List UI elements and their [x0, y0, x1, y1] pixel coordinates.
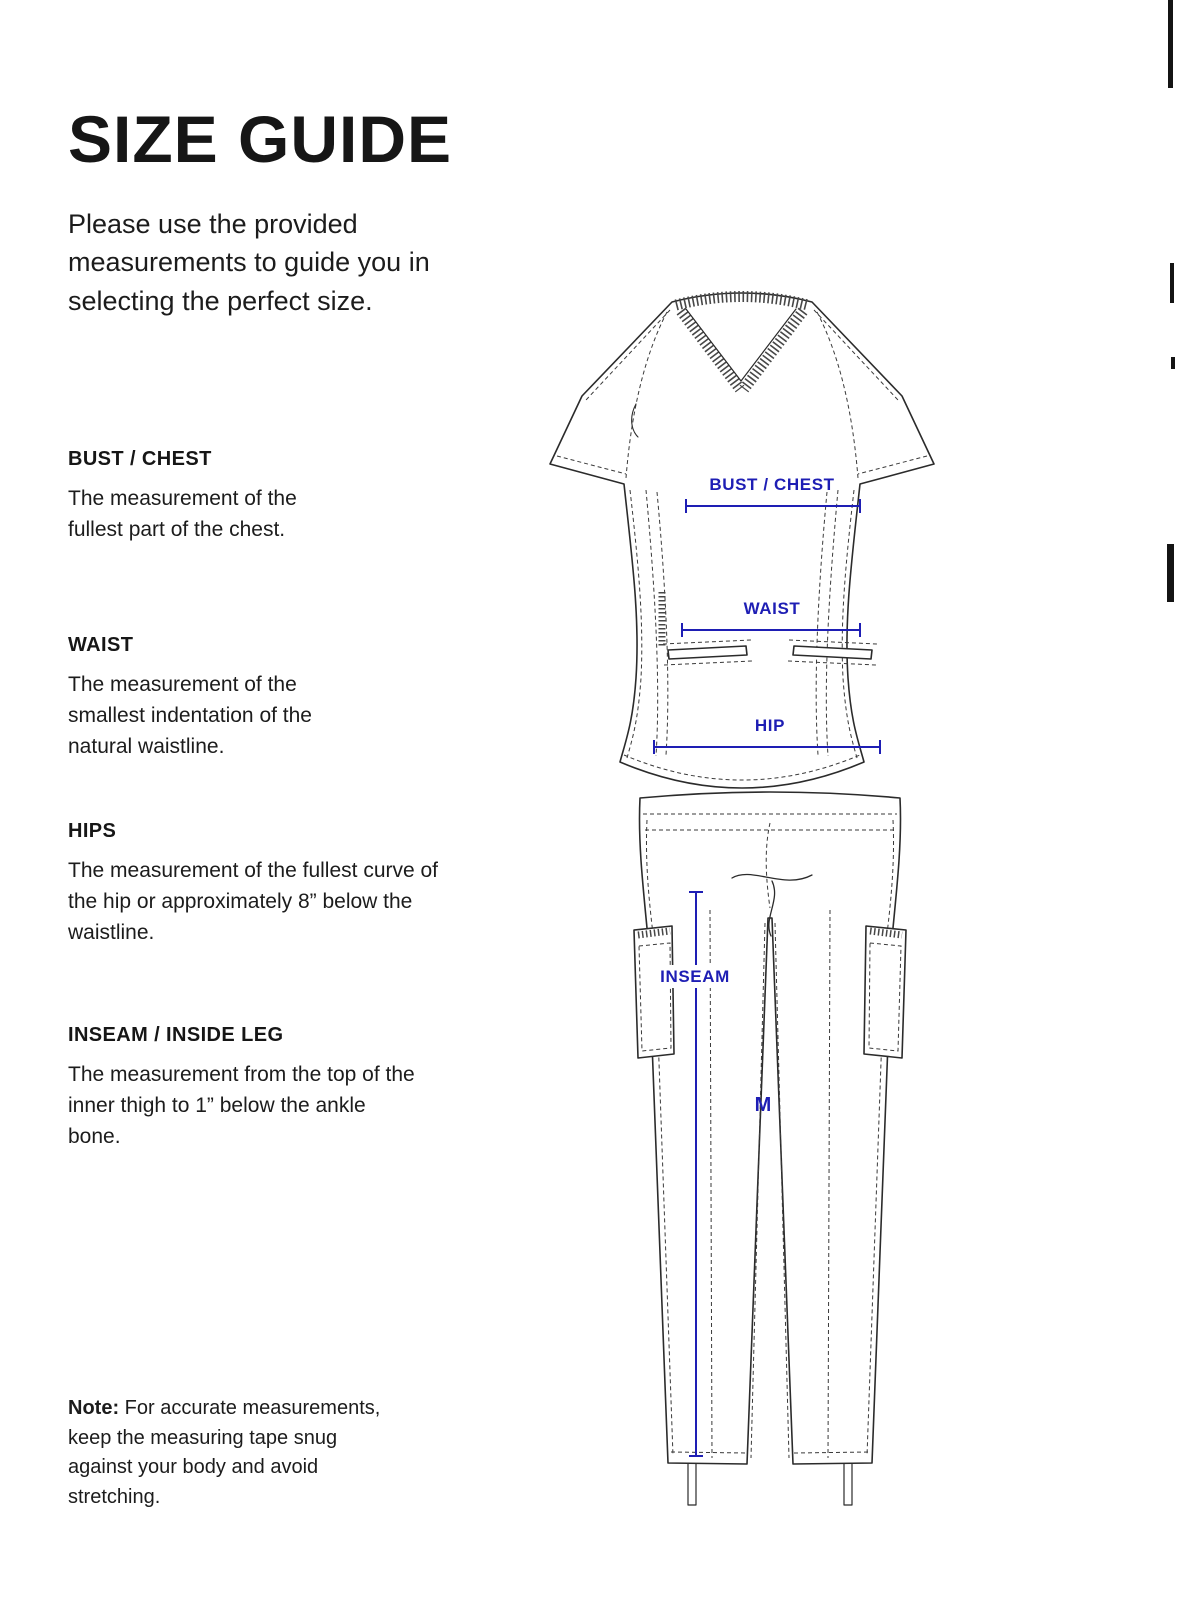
section-heading: INSEAM / INSIDE LEG — [68, 1024, 284, 1046]
section-heading: BUST / CHEST — [68, 448, 212, 470]
page-edge-artifact — [1170, 263, 1174, 303]
waist-measure-label: WAIST — [743, 599, 801, 618]
section-inseam — [68, 1024, 420, 1152]
section-body: The measurement of the fullest curve of the hip or approximately 8” below the waistline. — [68, 859, 439, 945]
intro-text: Please use the provided measurements to guide you in selecting the perfect size. — [68, 209, 430, 316]
inseam-measure-label: INSEAM — [660, 967, 730, 986]
page-edge-artifact — [1167, 544, 1174, 602]
section-heading: WAIST — [68, 634, 134, 656]
bust-measure-label: BUST / CHEST — [709, 475, 835, 494]
section-hips — [68, 820, 440, 948]
section-body: The measurement from the top of the inner thigh to 1” below the ankle bone. — [68, 1063, 415, 1149]
hip-measure-label: HIP — [754, 716, 786, 735]
size-letter-label: M — [754, 1094, 772, 1116]
section-bust-chest — [68, 448, 350, 545]
section-heading: HIPS — [68, 820, 117, 842]
section-body: The measurement of the smallest indentation of the natural waistline. — [68, 673, 312, 759]
note-text — [68, 1394, 384, 1512]
note-label: Note: — [68, 1397, 120, 1419]
note-body: For accurate measurements, keep the measuring tape snug against your body and avoid stretching. — [68, 1397, 381, 1508]
page-title: SIZE GUIDE — [68, 102, 453, 177]
scrub-top-sketch — [550, 293, 934, 788]
section-waist — [68, 634, 370, 762]
page-edge-artifact — [1168, 0, 1173, 88]
pants-sketch — [634, 792, 906, 1505]
size-diagram — [520, 278, 1020, 1528]
page-edge-artifact — [1171, 357, 1175, 369]
section-body: The measurement of the fullest part of the chest. — [68, 487, 297, 542]
